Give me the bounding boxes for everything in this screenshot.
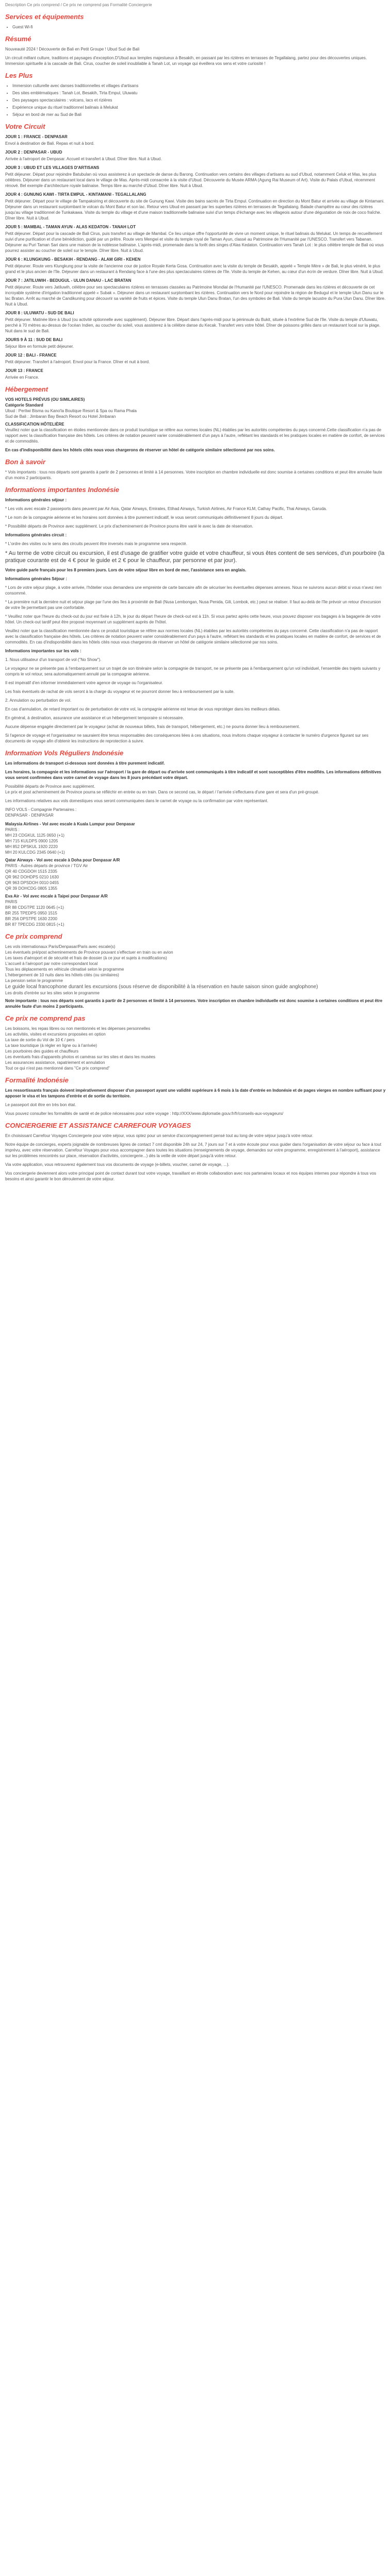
infos-transport-line: 2. Annulation ou perturbation de vol. xyxy=(5,698,72,703)
prix-item: La pension selon le programme xyxy=(5,978,63,983)
day-title: JOUR 4 : GUNUNG KAWI - TIRTA EMPUL - KINTAMANI - TEGALLALANG xyxy=(5,192,146,197)
infos-sejour-line: Veuillez noter que la classification mentionnée dans ce produit touristique se réfère aux normes locales (NL) établies par les autorités compétentes du pays concerné. Cette classification n'a pas de rapport avec la classification française des hôtels. Les critères de notation peuvent varier considérablement d'un pays à l'autre, reflétant les standards et les pratiques locales en matière de confort, de services et de commodités. En cas d'indisponibilité dans les hôtels cités nous vous chargerons de réserver un hôtel de catégorie similaire sélectionné par nos soins. xyxy=(5,629,381,645)
infos-sejour-title: Informations générales Séjour : xyxy=(5,577,68,581)
classification-note: En cas d'indisponibilité dans les hôtels cités nous vous chargerons de réserver un hôtel de catégorie similaire sélectionné par nos soins. xyxy=(5,448,275,452)
conciergerie-paragraph: En choisissant Carrefour Voyages Conciergerie pour votre séjour, vous optez pour un service d'accompagnement pensé tout au long de votre séjour jusqu'à votre retour. xyxy=(5,1133,314,1138)
flight-line: MH 852 DPSKUL 1920 2220 xyxy=(5,844,58,849)
services-list xyxy=(5,24,386,30)
eva-title: Eva Air - Vol avec escale à Taipei pour Denpasar A/R xyxy=(5,894,108,899)
infos-general-line: * L'ordre des visites ou le sens des circuits peuvent être inversés mais le programme sera respecté. xyxy=(5,541,187,546)
infos-transport-title: Informations importantes sur les vols : xyxy=(5,649,82,653)
infos-sejour-line: * La première nuit la dernière nuit et séjour plage par l'une des îles à proximité de Bali (Nusa Lembongan, Nusa Penida, Gili, Lombok, etc.) peut se réaliser. Il faut au-delà de l'île prévoir un retour d'excursion de votre île permettant pas une confortable. xyxy=(5,600,381,610)
vols-text: Les horaires, la compagnie et les informations sur l'aéroport / la gare de départ ou d'arrivée sont communiqués à titre indicatif et sont susceptibles d'être modifiés. Les informations définitives vous seront confirmées dans votre carnet de voyage dans les 8 jours précédant votre départ. xyxy=(5,770,381,780)
vols-info-title: INFO VOLS - Compagnie Partenaires : xyxy=(5,807,77,812)
conciergerie-title: CONCIERGERIE ET ASSISTANCE CARREFOUR VOYAGES xyxy=(5,1122,191,1129)
vols-province-text: Le prix et post acheminement de Province pourra se réfléchir en entrée ou en train. Dans ce second cas, le départ / l'arrivée s'effectuera d'une gare et sera d'un pré-groupé. xyxy=(5,790,319,794)
vols-province-text2: Les informations relatives aux vols domestiques vous seront communiquées dans le carnet de voyage ou la confirmation par votre représentant. xyxy=(5,799,269,803)
eva-label: PARIS xyxy=(5,900,18,904)
prix-item: Tous les déplacements en véhicule climatisé selon le programme xyxy=(5,967,124,972)
infos-transport-line: Aucune dépense engagée directement par le voyageur (achat de nouveaux billets, frais de transport, hébergement, etc.) ne pourra donner lieu à remboursement. xyxy=(5,724,300,729)
qatar-label: PARIS - Autres départs de province / TGV Air xyxy=(5,863,88,868)
flight-line: BR 88 CDGTPE 1120 0645 (+1) xyxy=(5,905,64,910)
circuit-title: Votre Circuit xyxy=(5,123,45,130)
infos-transport-line: Les frais éventuels de rachat de vols seront à la charge du voyageur et ne pourront donner lieu à remboursement par la suite. xyxy=(5,689,235,694)
day-text: Petit déjeuner. Départ pour rejoindre Batubulan où vous assisterez à un spectacle de danse du Barong. Continuation vers certains des villages d'artisans au sud d'Ubud, notamment Celuk et Mas, les plus célèbres. Déjeuner dans un restaurant local dans le village de Mas. Après-midi consacrée à la visite d'Ubud. Découverte du Musée ARMA (Agung Rai Museum of Art). Visite du Palais d'Ubud, récemment rénové. Bel exemple d'architecture royale balinaise. Temps libre au marché d'Ubud. Dîner libre. Nuit à Ubud. xyxy=(5,172,377,188)
malaysia-label: PARIS : xyxy=(5,827,20,832)
day-text: Arrivée à l'aéroport de Denpasar. Accueil et transfert à Ubud. Dîner libre. Nuit à Ubud. xyxy=(5,157,162,161)
flight-line: MH 20 KULCDG 2345 0640 (+1) xyxy=(5,850,65,855)
plus-list xyxy=(5,83,386,117)
day-text: Arrivée en France. xyxy=(5,375,39,380)
resume-title: Résumé xyxy=(5,35,31,43)
day-title: JOUR 7 : JATILUWIH - BEDUGUL - ULUN DANAU - LAC BRATAN xyxy=(5,278,132,283)
prix-item: L'hébergement de 10 nuits dans les hôtels cités (ou similaires) xyxy=(5,973,119,977)
prix-item: L'accueil à l'aéroport par notre correspondant local xyxy=(5,961,98,966)
day-title: JOUR 8 : ULUWATU - SUD DE BALI xyxy=(5,311,74,315)
day-title: JOUR 13 : FRANCE xyxy=(5,368,43,373)
prix-comprend-note: Note importante : tous nos départs sont garantis à partir de 2 personnes et limité à 14 personnes. Votre inscription en chambre individuelle est donc soumise à certaines conditions et peut être annulée faute d'un moins 2 participants. xyxy=(5,998,383,1009)
vols-title: Information Vols Réguliers Indonésie xyxy=(5,749,124,757)
day-text: Petit déjeuner. Route vers Klungkung pour la visite de l'ancienne cour de justice Royale Kerta Gosa. Continuation avec la visite du temple de Besakih, appelé « Temple Mère » de Bali, le plus vénéré, le plus grand et le plus ancien de l'île. Déjeuner dans un restaurant à Rendang face à l'une des plus spectaculaires rizières de l'île. Visite du temple de Kehen, au cœur d'un écrin de verdure. Dîner libre. Nuit à Ubud. xyxy=(5,264,384,274)
hotels-ubud: Ubud : Pertiwi Bisma ou Kano'la Boutique Resort & Spa ou Rama Phala xyxy=(5,409,137,413)
day-title: JOUR 6 : KLUNGKUNG - BESAKIH - RENDANG - ALAM GIRI - KEHEN xyxy=(5,257,141,262)
resume-paragraph: Nouveauté 2024 ! Découverte de Bali en Petit Groupe ! Ubud Sud de Bali xyxy=(5,47,140,52)
flight-line: MH 23 CDGKUL 1125 0650 (+1) xyxy=(5,833,64,838)
infos-formalites-title: Informations générales séjour : xyxy=(5,498,67,502)
day-text: Séjour libre en formule petit déjeuner. xyxy=(5,344,74,349)
infos-general-title: Informations générales circuit : xyxy=(5,533,67,537)
day-title: JOURS 9 À 11 : SUD DE BALI xyxy=(5,337,63,342)
malaysia-title: Malaysia Airlines - Vol avec escale à Kuala Lumpur pour Denpasar xyxy=(5,822,135,826)
hotels-sud: Sud de Bali : Jimbaran Bay Beach Resort ou Hotel Jimbaran xyxy=(5,414,116,419)
prix-exclu-item: Les pourboires des guides et chauffeurs xyxy=(5,1049,79,1054)
flight-line: QR 40 CDGDOH 1515 2335 xyxy=(5,869,57,874)
prix-comprend-title: Ce prix comprend xyxy=(5,933,62,940)
formalite-text: Le passeport doit être en très bon état. xyxy=(5,1103,76,1107)
hebergement-title: Hébergement xyxy=(5,385,48,393)
prix-item: Les éventuels pré/post acheminements de Province pouvant s'effectuer en train ou en avion xyxy=(5,950,173,955)
services-title: Services et équipements xyxy=(5,13,84,21)
day-text: Envol à destination de Bali. Repas et nuit à bord. xyxy=(5,141,94,146)
day-text: Petit déjeuner. Route vers Jatiluwih, célèbre pour ses spectaculaires rizières en terrasses classées au Patrimoine Mondial de l'Humanité par l'UNESCO. Promenade dans les rizières et découverte de cet incroyable système d'irrigation traditionnel appelé « Subak ». Déjeuner dans un restaurant surplombant les rizières. Continuation vers le Nord pour rejoindre la région de Bedugul et le temple Ulun Danu sur le lac Bratan. Arrêt au marché de Candikuning pour découvrir sa variété de fruits et épices. Visite du temple Ulun Danu Bratan, l'un des symboles de Bali. Visite du temple lacustre du Pura Ulun Danu. Dîner libre. Nuit à Ubud. xyxy=(5,285,386,307)
flight-line: BR 255 TPEDPS 0950 1515 xyxy=(5,911,57,916)
day-title: JOUR 2 : DENPASAR - UBUD xyxy=(5,150,62,155)
infos-formalites-line: * Le nom de la compagnie aérienne et les horaires sont données à titre purement indicatif, le vous seront communiqués définitivement 8 jours du départ. xyxy=(5,515,283,520)
infos-transport-line: 1. Nous utilisateur d'un transport de vol ("No Show"). xyxy=(5,657,102,662)
prix-exclu-item: Les assurances assistance, rapatriement et annulation xyxy=(5,1060,105,1065)
conciergerie-paragraph: Vos conciergerie deviennent alors votre principal point de contact durant tout votre voyage, travaillant en étroite collaboration avec nos partenaires locaux et nos équipes internes pour répondre à tous vos besoins et ainsi garantir le bon déroulement de votre séjour. xyxy=(5,1171,377,1181)
prix-exclu-item: La taxe de sortie du Vol de 10 € / pers xyxy=(5,1038,75,1042)
infos-transport-line: En cas d'annulation, de retard important ou de perturbation de votre vol, la compagnie aérienne est tenue de vous reprotéger dans les meilleurs délais. xyxy=(5,707,281,711)
formalite-text: Les ressortissants français doivent impérativement disposer d'un passeport ayant une validité supérieure à 6 mois à la date d'entrée en Indonésie et de pages vierges en nombre suffisant pour y apposer le visa et les tampons d'entrée et de sortie du territoire. xyxy=(5,1088,386,1098)
plus-item: • Expérience unique du rituel traditionnel balinais à Melukat xyxy=(12,105,386,110)
day-text: Petit déjeuner. Matinée libre à Ubud (ou activité optionnelle avec supplément). Déjeuner libre. Départ dans l'après-midi pour la péninsule du Bukit, située à l'extrême Sud de l'île. Visite du temple d'Uluwatu, perché à 70 mètres au-dessus de l'océan Indien, au coucher du soleil, vous assisterez à la célèbre danse du Kecak. Transfert vers votre hôtel. Dîner de poissons grillés dans un restaurant local sur la plage. Nuit dans le sud de Bali. xyxy=(5,317,381,333)
prix-exclu-item: Tout ce qui n'est pas mentionné dans "Ce prix comprend" xyxy=(5,1066,110,1071)
day-text: Petit déjeuner. Départ pour le village de Tampaksiring et découverte du site de Gunung Kawi. Visite des bains sacrés de Tirta Empul. Continuation en direction du Mont Batur et arrivée au village de Kintamani. Déjeuner dans un restaurant surplombant le volcan du Mont Batur et son lac. Retour vers Ubud en passant par les superbes rizières en terrasses de Tegallalang. Balade champêtre au cœur des rizières jusqu'au village traditionnel de Tunkakawa. Visite du temple du village et d'une maison traditionnelle balinaise suivi d'un temps d'échange avec les villageois autour d'une dégustation de noix de coco fraîche. Dîner libre. Nuit à Ubud. xyxy=(5,199,385,221)
infos-sejour-line: * Veuillez noter que l'heure du check-out du jour est fixée à 12h, le jour du départ l'heure de check-out est à 11h. Si vous partez après cette heure, vous pouvez disposer vos bagages à la bagagerie de votre hôtel. Un check-out tardif peut être proposé moyennant un supplément auprès de l'hôtel. xyxy=(5,614,381,624)
vols-info-subtitle: DENPASAR - DENPASAR xyxy=(5,813,54,818)
page xyxy=(0,0,391,1195)
formalite-title: Formalité Indonésie xyxy=(5,1076,69,1084)
flight-line: QR 39 DOHCDG 0805 1355 xyxy=(5,886,57,891)
conciergerie-paragraph: Notre équipe de concierges, experts joignable de nombreuses lignes de contact 7 cmt disponible 24h sur 24, 7 jours sur 7 et à votre écoute pour vous guider dans l'organisation de votre séjour ou face à tout imprévu, avec votre réservation. Carrefour Voyages pour vous accompagner dans toutes les situations (renseignements de voyage, demandes sur votre programme, enregistrement à l'aéroport), assistance sur les problèmes rencontrés sur place, réservation d'activités, conciergerie...) dès la veille de votre départ jusqu'à votre retour. xyxy=(5,1142,382,1158)
plus-item: • Immersion culturelle avec danses traditionnelles et villages d'artisans xyxy=(12,83,386,89)
infos-transport-line: Il est impératif d'en informer immédiatement votre agence de voyage ou l'organisateur. xyxy=(5,681,163,685)
prix-ne-comprend-title: Ce prix ne comprend pas xyxy=(5,1014,86,1022)
prix-item: Les taxes d'aéroport et de sécurité et frais de dossier (à ce jour et sujets à modifications) xyxy=(5,956,167,960)
hotels-heading: VOS HOTELS PRÉVUS (OU SIMILAIRES) xyxy=(5,397,85,402)
circuit-days xyxy=(5,134,386,380)
bon-savoir-text: * Vols importants : tous nos départs sont garantis à partir de 2 personnes et limité à 14 personnes. Votre inscription en chambre individuelle est donc soumise à certaines conditions et peut être annulée faute d'un moins 2 participants. xyxy=(5,470,382,480)
classification-title: CLASSIFICATION HÔTELIÈRE xyxy=(5,422,64,427)
infos-formalites-line: * Les vols avec escale 2 passeports dans peuvent par Air Asia, Qatar Airways, Emirates, Etihad Airways, Turkish Airlines, Air France KLM, Cathay Pacific, Thai Airways, Garuda. xyxy=(5,506,327,511)
resume-paragraph: Un circuit mêlant culture, traditions et paysages d'exception.D'Ubud aux temples majestueux à Besakih, en passant par les rizières en terrasses de Tegallalang, partez pour des découvertes uniques. Immersion spirituelle à la cascade de Bali. Cirus, coucher de soleil inoubliable à Tanah Lot, un voyage qui éveillera vos sens et votre curiosité ! xyxy=(5,56,367,66)
infos-general-line: * Au terme de votre circuit ou excursion, il est d'usage de gratifier votre guide et votre chauffeur, si vous êtes content de ses services, d'un pourboire (la pratique courante est de 4 € pour le guide et 2 € pour le chauffeur, par personne et par jour). xyxy=(5,550,385,564)
plus-item: • Des paysages spectaculaires : volcans, lacs et rizières xyxy=(12,97,386,103)
service-item-wifi: • Guest Wi-fi xyxy=(12,24,386,30)
day-text: Petit déjeuner. Transfert à l'aéroport. Envol pour la France. Dîner et nuit à bord. xyxy=(5,360,150,364)
flight-line: BR 256 DPSTPE 1630 2200 xyxy=(5,917,57,921)
infos-transport-line: Si l'agence de voyage et l'organisateur ne sauraient être tenus responsables des conséquences liées à ces situations, nous invitons chaque voyageur à contacter le numéro d'urgence figurant sur ses documents de voyage afin d'obtenir les instructions de reprotection à suivre. xyxy=(5,733,369,743)
classification-text: Veuillez noter que la classification en étoiles mentionnée dans ce produit touristique se réfère aux normes locales (NL) établies par les autorités compétentes du pays concerné.Cette classification n'a pas de rapport avec la classification française des hôtels. Les critères de notation peuvent varier considérablement d'un pays à l'autre, reflétant les standards et les pratiques locales en matière de confort, de services et de commodités. xyxy=(5,428,385,444)
infos-general-line: Votre guide parle français pour les 8 premiers jours. Lors de votre séjour libre en bord de mer, l'assistance sera en anglais. xyxy=(5,568,247,572)
prix-item: Les vols internationaux Paris/Denpasar/Paris avec escale(s) xyxy=(5,944,116,949)
prix-exclu-item: Les activités, visites et excursions proposées en option xyxy=(5,1032,106,1037)
flight-line: BR 87 TPECDG 2330 0815 (+1) xyxy=(5,922,64,927)
prix-exclu-item: Les boissons, les repas libres ou non mentionnés et les dépenses personnelles xyxy=(5,1026,151,1031)
plus-item: • Des sites emblématiques : Tanah Lot, Besakih, Tirta Empul, Uluwatu xyxy=(12,90,386,96)
top-navigation-note: Description Ce prix comprend / Ce prix ne comprend pas Formalité Conciergerie xyxy=(5,3,152,7)
infos-sejour-line: * Lors de votre séjour plage, à votre arrivée, l'hôtelier vous demandera une empreinte de carte bancaire afin de sécuriser les éventuelles dépenses annexes. Nous ne suivrons aucun débit si vous n'avez rien consommé. xyxy=(5,585,382,596)
prix-exclu-item: Les éventuels frais d'appareils photos et caméras sur les sites et dans les musées xyxy=(5,1055,156,1059)
flight-line: QR 963 DPSDOH 0010 0455 xyxy=(5,880,59,885)
plus-item: • Séjour en bord de mer au Sud de Bali xyxy=(12,112,386,117)
infos-transport-line: Le voyageur ne se présente pas à l'embarquement sur un trajet de son itinéraire selon la compagnie de transport, ne se présente pas à l'embarquement qu'un vol individuel, l'ensemble des trajets suivants y compris le vol retour, sera automatiquement annulé par la compagnie aérienne. xyxy=(5,666,381,676)
infos-formalites-line: * Possibilité départs de Province avec supplément. Le prix d'acheminement de Province pourra être varié le avec la date de réservation. xyxy=(5,524,253,529)
day-title: JOUR 1 : FRANCE - DENPASAR xyxy=(5,134,68,139)
plus-title: Les Plus xyxy=(5,72,33,79)
conciergerie-paragraph: Via votre application, vous retrouverez également tous vos documents de voyage (e-billets, voucher, carnet de voyage, ...). xyxy=(5,1162,230,1167)
prix-item: Les droits d'entrée sur les sites selon le programme xyxy=(5,991,100,995)
vols-note: Les informations de transport ci-dessous sont données à titre purement indicatif. xyxy=(5,761,165,766)
flight-line: QR 962 DOHDPS 0210 1630 xyxy=(5,875,59,879)
day-title: JOUR 12 : BALI - FRANCE xyxy=(5,353,57,358)
infos-title: Informations importantes Indonésie xyxy=(5,486,120,494)
prix-item: Le guide local francophone durant les excursions (sous réserve de disponibilité à la réservation en haute saison sinon guide anglophone) xyxy=(5,984,318,990)
day-text: Petit déjeuner. Départ pour la cascade de Bali Cirus, puis transfert au village de Mambal. Ce lieu unique offre l'opportunité de vivre un moment unique, le rituel balinais du Melukat. Un temps de recueillement suivi d'une purification et d'une bénédiction, guidé par un prêtre. Route vers Mengwi et visite du temple royal de Taman Ayun, classé au Patrimoine de l'Humanité par l'UNESCO. Transfert vers Tabanan. Déjeuner au Puri Taman Sari dans une maison de la noblesse balinaise. L'après-midi, promenade dans la forêt des singes d'Alas Kedaton. Continuation vers Tanah Lot : le plus célèbre temple de Bali où vous pourrez assister au coucher de soleil sur le temple. Dîner libre. Nuit à Ubud. xyxy=(5,231,384,253)
day-title: JOUR 3 : UBUD ET LES VILLAGES D'ARTISANS xyxy=(5,165,100,170)
formalite-text: Vous pouvez consulter les formalités de santé et de police nécessaires pour votre voyage : http://XXX/www.diplomatie.gouv.fr/fr/conseils-aux-voyageurs/ xyxy=(5,1111,284,1116)
hotels-category: Catégorie Standard xyxy=(5,403,43,408)
prix-exclu-item: La taxe touristique (à régler en ligne ou à l'arrivée) xyxy=(5,1043,97,1048)
day-title: JOUR 5 : MAMBAL - TAMAN AYUN - ALAS KEDATON - TANAH LOT xyxy=(5,225,136,229)
flight-line: MH 715 KULDPS 0900 1205 xyxy=(5,839,58,843)
qatar-title: Qatar Airways - Vol avec escale à Doha pour Denpasar A/R xyxy=(5,858,120,862)
bon-savoir-title: Bon à savoir xyxy=(5,458,46,466)
vols-province: Possibilité départs de Province avec supplément. xyxy=(5,784,95,789)
infos-transport-line: En général, à destination, assurance une assistance et un hébergement temporaire si nécessaire. xyxy=(5,716,184,720)
